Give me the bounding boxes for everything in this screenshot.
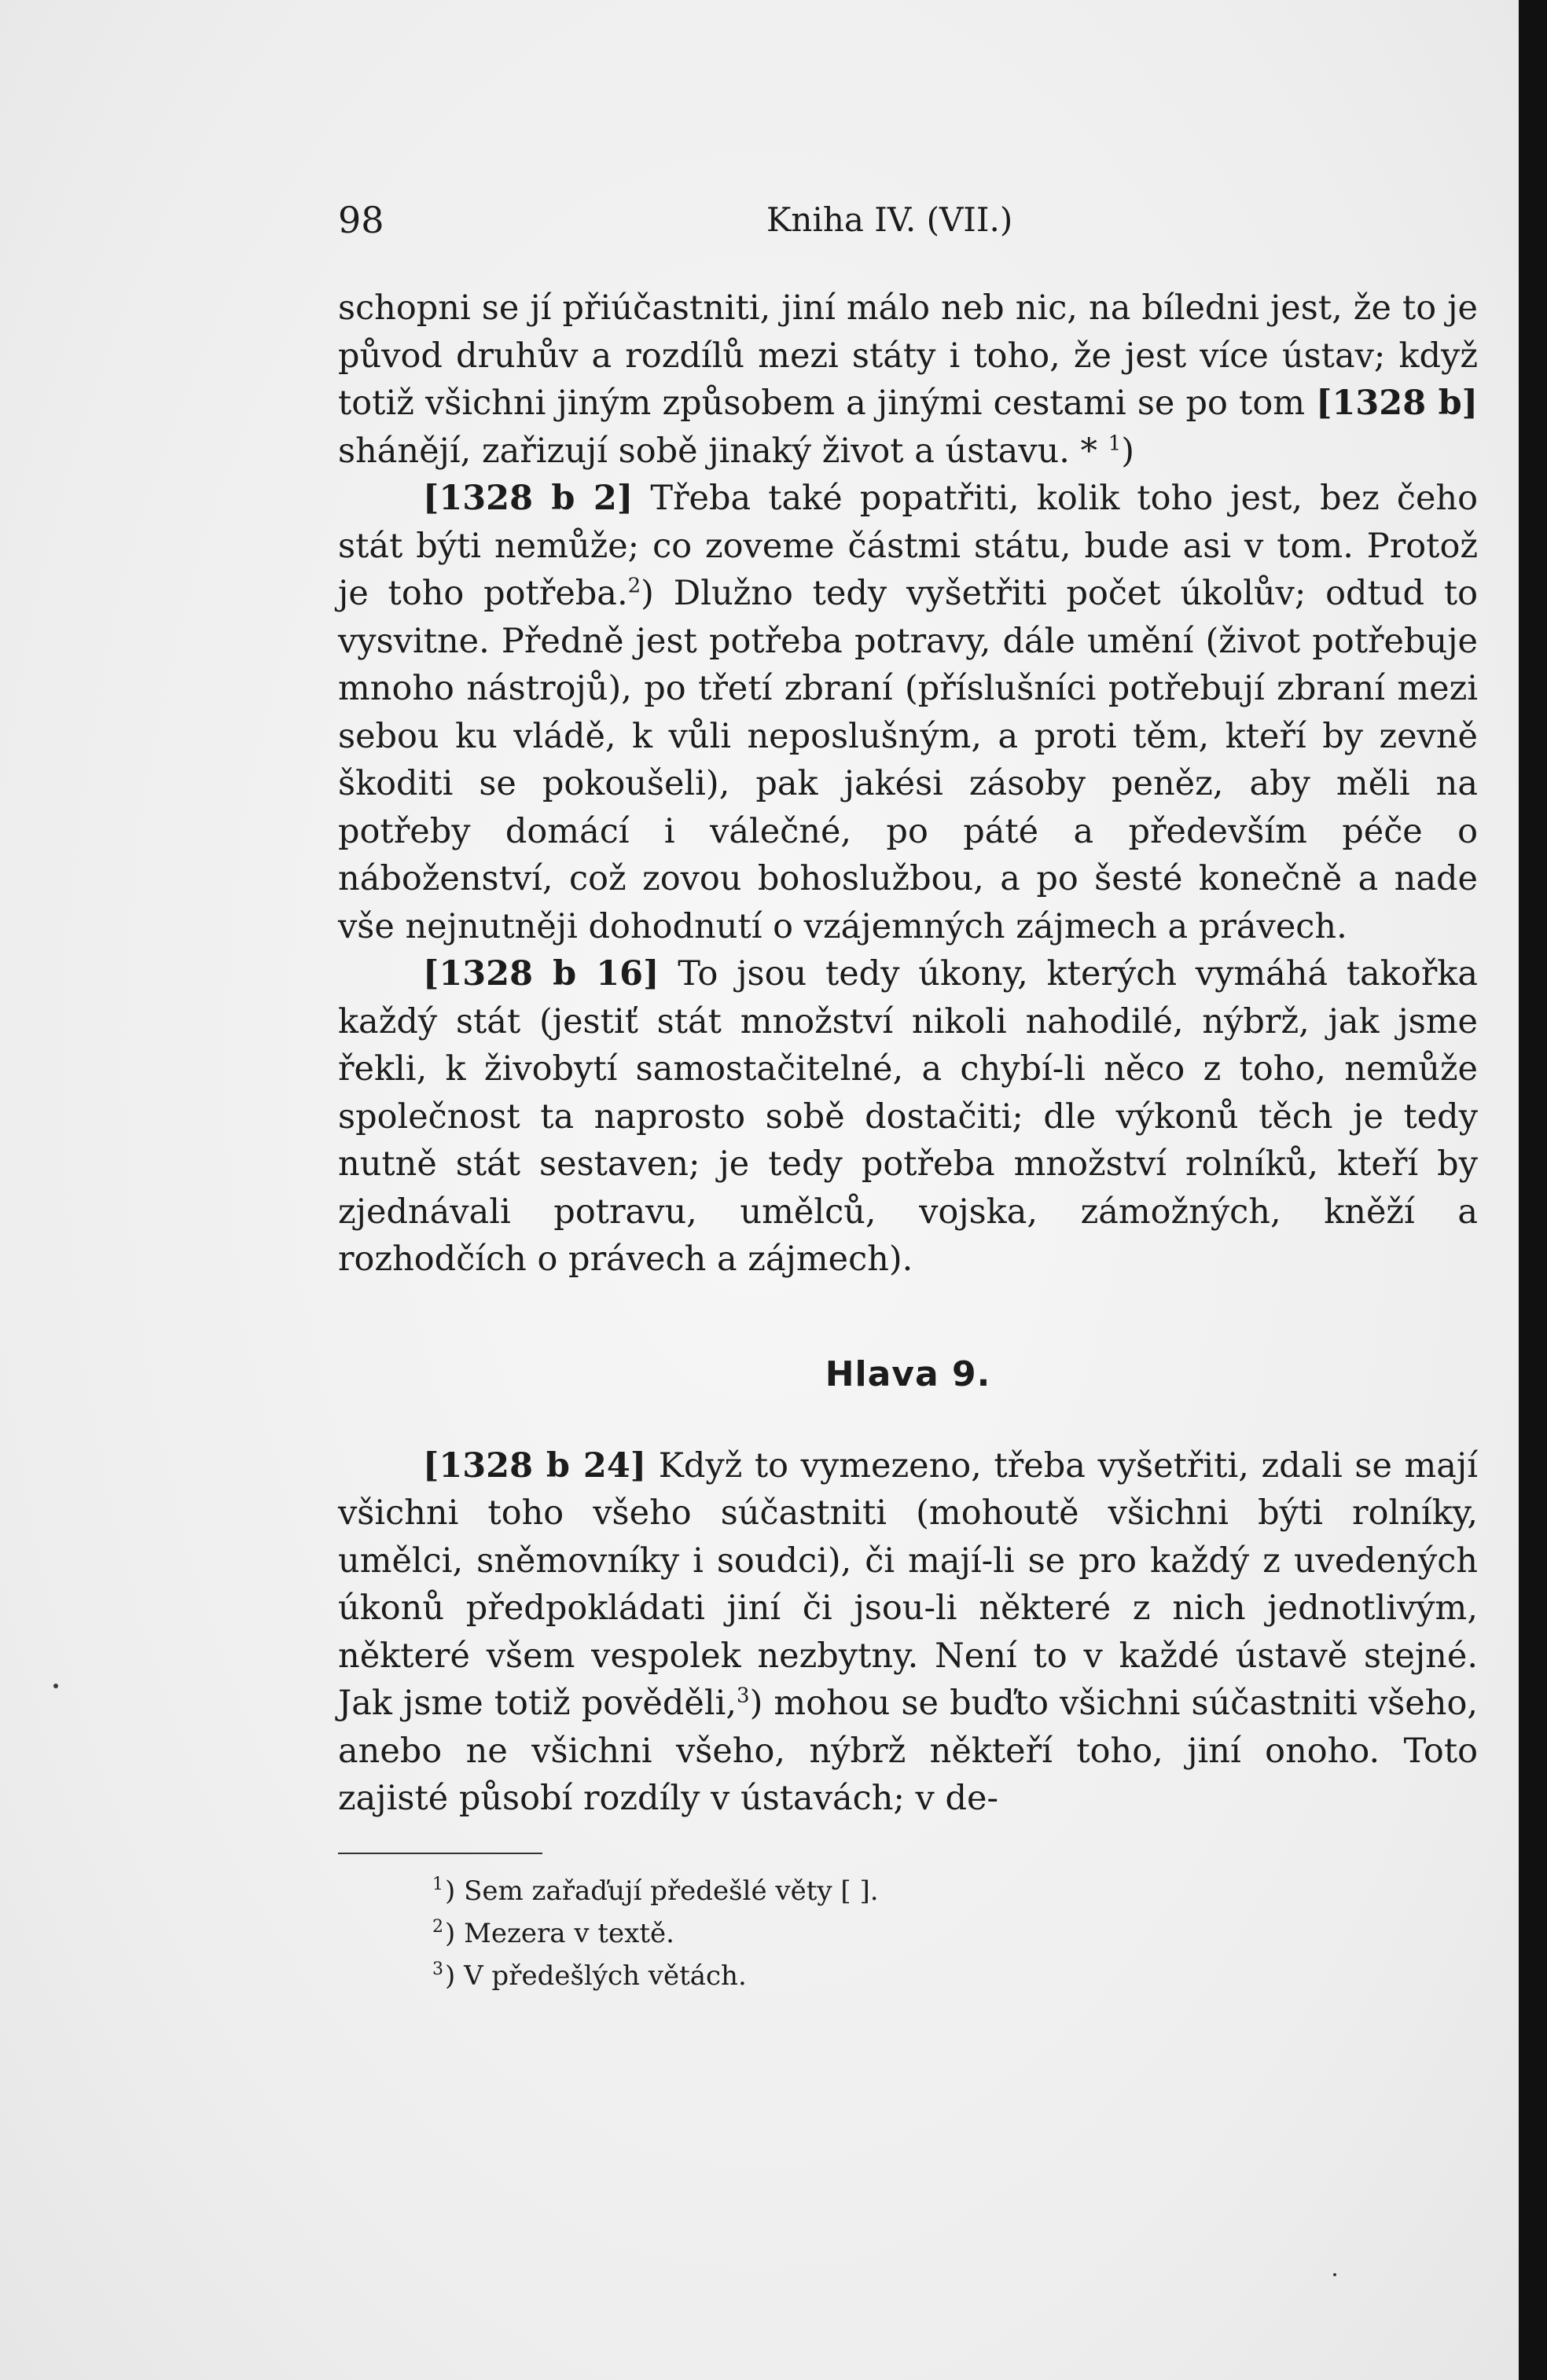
bekker-reference: [1328 b 24]	[423, 1445, 647, 1486]
footnote-text: ) Sem zařaďují předešlé věty [ ].	[445, 1875, 879, 1907]
footnotes-list	[338, 1870, 1478, 1997]
book-header-title: Kniha IV. (VII.)	[766, 200, 1013, 239]
text-block	[338, 189, 1478, 1997]
footnote-marker: 2	[627, 574, 641, 598]
paper-speck	[1333, 2273, 1336, 2276]
paragraph-continuation	[338, 285, 1478, 475]
page-number: 98	[338, 199, 384, 241]
bekker-reference: [1328 b 16]	[423, 954, 660, 994]
footnote-marker: 3	[737, 1684, 750, 1708]
footnote-text: ) V předešlých větách.	[445, 1959, 747, 1992]
footnote-number: 2	[432, 1917, 443, 1937]
paragraph-1328b16	[338, 950, 1478, 1284]
paragraph-text: shánějí, zařizují sobě jinaký život a ústavu. *	[338, 431, 1098, 471]
footnote-3	[432, 1955, 1478, 1997]
paper-speck	[53, 1684, 58, 1688]
paragraph-text: Když to vymezeno, třeba vyšetřiti, zdali se mají všichni toho všeho súčastniti (mohoutě všichni býti rolníky, umělci, sněmovníky i soudci), či mají-li se pro každý z uvedených úkonů předpokládati jiní či jsou-li některé z nich jednotlivým, některé všem vespolek nezbytny. Není to v každé ústavě stejné. Jak jsme totiž pověděli,	[338, 1445, 1478, 1723]
paragraph-text: )	[1121, 431, 1135, 471]
paragraph-1328b24	[338, 1442, 1478, 1823]
footnote-number: 3	[432, 1959, 443, 1980]
paragraph-text: Třeba také popatřiti, kolik toho jest, bez čeho stát býti nemůže; co zoveme částmi státu, bude asi v tom. Protož je toho potřeba.	[338, 479, 1479, 613]
footnote-marker: 1	[1108, 432, 1122, 456]
scan-dark-edge	[1519, 0, 1547, 2380]
paragraph-text: To jsou tedy úkony, kterých vymáhá takořka každý stát (jestiť stát množství nikoli nahodilé, nýbrž, jak jsme řekli, k živobytí samostačitelné, a chybí-li něco z toho, nemůže společnost ta naprosto sobě dostačiti; dle výkonů těch je tedy nutně stát sestaven; je tedy potřeba množství rolníků, kteří by zjednávali potravu, umělců, vojska, zámožných, kněží a rozhodčích o právech a zájmech).	[338, 954, 1478, 1279]
footnote-2	[432, 1912, 1478, 1955]
footnote-text: ) Mezera v textě.	[445, 1917, 674, 1949]
bekker-reference: [1328 b]	[1316, 384, 1478, 423]
paragraph-text: ) Dlužno tedy vyšetřiti počet úkolův; odtud to vysvitne. Předně jest potřeba potravy, dále umění (život potřebuje mnoho nástrojů), po třetí zbraní (příslušníci potřebují zbraní mezi sebou ku vládě, k vůli neposlušným, a proti těm, kteří by zevně škoditi se pokoušeli), pak jakési zásoby peněz, aby měli na potřeby domácí i válečné, po páté a především péče o náboženství, což zovou bohoslužbou, a po šesté konečně a nade vše nejnutněji dohodnutí o vzájemných zájmech a právech.	[338, 574, 1478, 946]
footnote-divider	[338, 1853, 542, 1854]
paragraph-1328b2	[338, 475, 1478, 950]
footnote-number: 1	[432, 1875, 443, 1895]
bekker-reference: [1328 b 2]	[423, 479, 634, 518]
paragraph-text: schopni se jí přiúčastniti, jiní málo neb nic, na bíledni jest, že to je původ druhův a rozdílů mezi státy i toho, že jest více ústav; když totiž všichni jiným způsobem a jinými cestami se po tom	[338, 288, 1478, 423]
running-head	[338, 189, 1478, 252]
footnote-1	[432, 1870, 1478, 1912]
chapter-heading: Hlava 9.	[825, 1353, 991, 1394]
paragraph-text: ) mohou se buďto všichni súčastniti všeho, anebo ne všichni všeho, nýbrž někteří toho, jiní onoho. Toto zajisté působí rozdíly v ústavách; v de-	[338, 1684, 1478, 1818]
